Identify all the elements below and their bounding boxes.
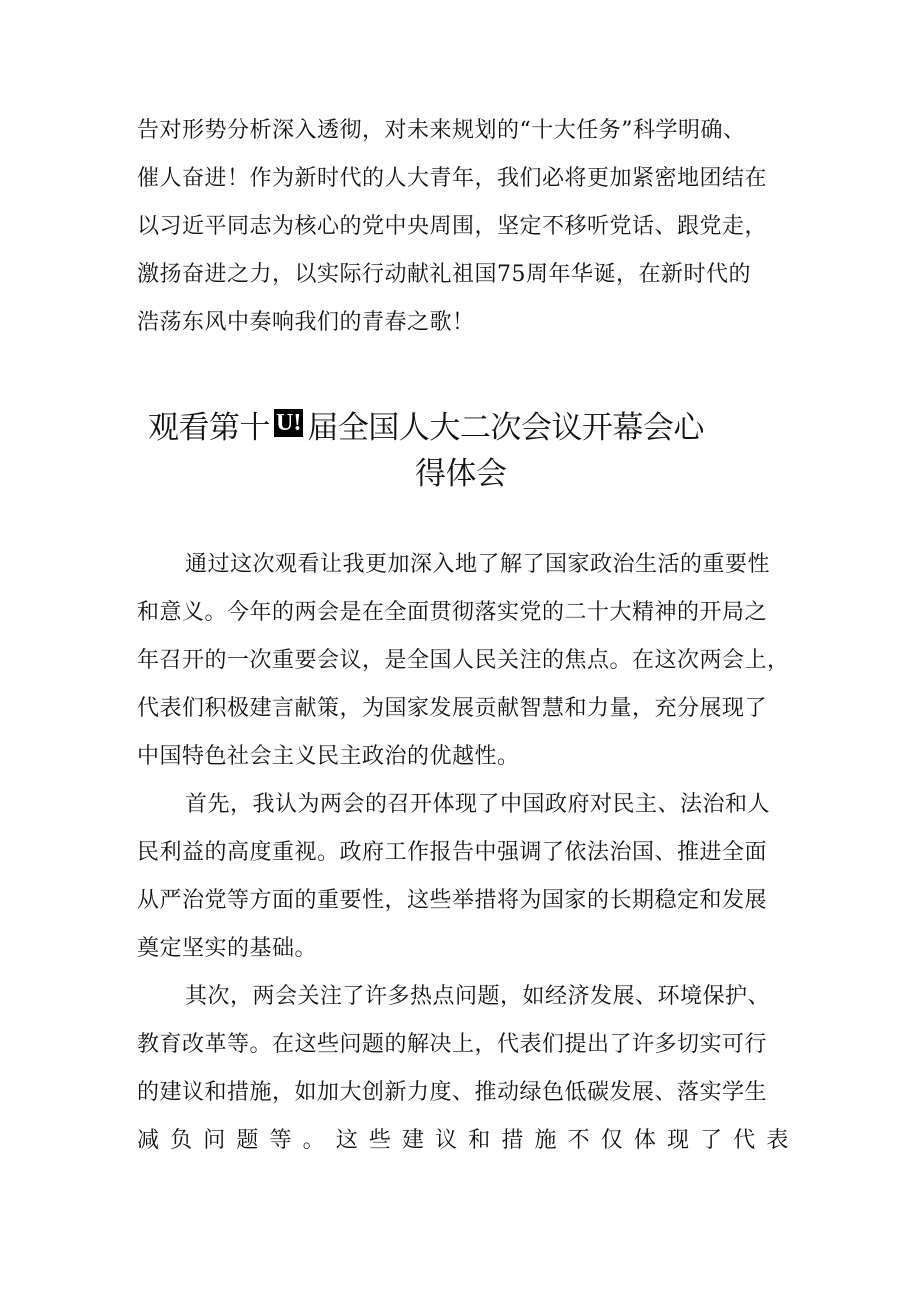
para1-line-3: 年召开的一次重要会议，是全国人民关注的焦点。在这次两会上， <box>137 648 790 673</box>
intro-line-2: 催人奋进！作为新时代的人大青年，我们必将更加紧密地团结在 <box>137 166 768 191</box>
document-title <box>0 408 920 448</box>
justified-char: 体 <box>633 1128 657 1153</box>
para2-line-1: 首先，我认为两会的召开体现了中国政府对民主、法治和人 <box>185 792 771 817</box>
intro-line-5: 浩荡东风中奏响我们的青春之歌！ <box>137 310 475 335</box>
intro-line-3: 以习近平同志为核心的党中央周围，坚定不移听党话、跟党走， <box>137 214 768 239</box>
para3-line-1: 其次，两会关注了许多热点问题，如经济发展、环境保护、 <box>185 984 771 1009</box>
justified-char: 施 <box>534 1128 558 1153</box>
justified-char: 。 <box>302 1128 326 1153</box>
para1-line-5: 中国特色社会主义民主政治的优越性。 <box>137 744 520 769</box>
document-title-line-2: 得体会 <box>415 456 507 492</box>
justified-char: 代 <box>733 1128 756 1153</box>
para3-line-4 <box>137 1126 789 1156</box>
para3-line-2: 教育改革等。在这些问题的解决上，代表们提出了许多切实可行 <box>137 1032 768 1057</box>
para1-line-2: 和意义。今年的两会是在全面贯彻落实党的二十大精神的开局之 <box>137 600 768 625</box>
justified-char: 表 <box>766 1128 789 1153</box>
justified-char: 这 <box>335 1128 359 1153</box>
justified-char: 建 <box>402 1128 425 1153</box>
justified-char: 不 <box>567 1128 591 1153</box>
justified-char: 等 <box>269 1128 293 1153</box>
intro-line-1: 告对形势分析深入透彻，对未来规划的“十大任务”科学明确、 <box>137 118 746 143</box>
justified-char: 措 <box>501 1128 524 1153</box>
justified-char: 了 <box>700 1128 723 1153</box>
justified-char: 题 <box>236 1128 259 1153</box>
para1-line-4: 代表们积极建言献策，为国家发展贡献智慧和力量，充分展现了 <box>137 696 768 721</box>
justified-char: 现 <box>667 1128 690 1153</box>
title-garbled-glyph: U! <box>276 410 302 436</box>
para3-line-3: 的建议和措施，如加大创新力度、推动绿色低碳发展、落实学生 <box>137 1080 768 1105</box>
justified-char: 减 <box>137 1128 160 1153</box>
justified-char: 议 <box>435 1128 458 1153</box>
para2-line-3: 从严治党等方面的重要性，这些举措将为国家的长期稳定和发展 <box>137 888 768 913</box>
intro-line-4: 激扬奋进之力，以实际行动献礼祖国75周年华诞，在新时代的 <box>137 262 751 287</box>
para1-line-1: 通过这次观看让我更加深入地了解了国家政治生活的重要性 <box>185 552 771 577</box>
justified-char: 仅 <box>600 1128 624 1153</box>
title-part-2: 届全国人大二次会议开幕会心 <box>307 410 704 446</box>
para2-line-2: 民利益的高度重视。政府工作报告中强调了依法治国、推进全面 <box>137 840 768 865</box>
para2-line-4: 奠定坚实的基础。 <box>137 936 318 961</box>
justified-char: 负 <box>170 1128 193 1153</box>
justified-char: 问 <box>203 1128 226 1153</box>
justified-char: 和 <box>468 1128 491 1153</box>
title-part-1: 观看第十 <box>148 410 270 446</box>
justified-char: 些 <box>368 1128 392 1153</box>
